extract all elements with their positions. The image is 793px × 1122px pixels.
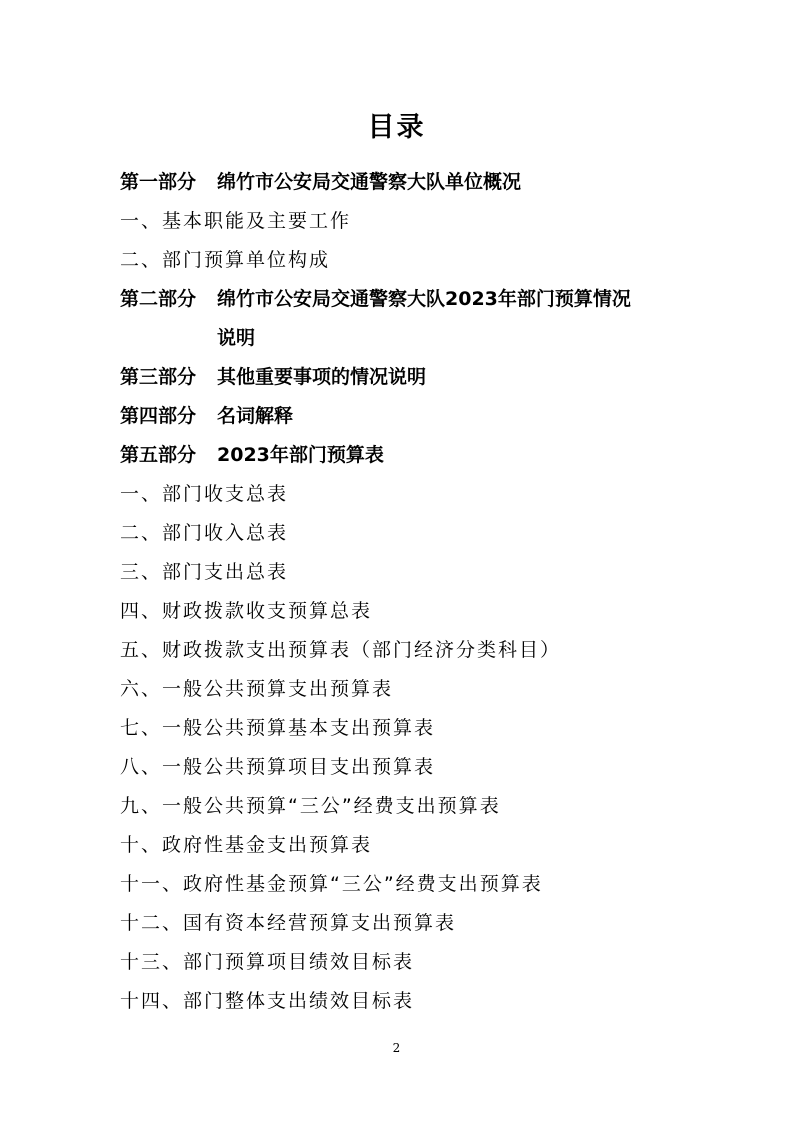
toc-part-2-continuation: 说明 — [217, 327, 256, 349]
toc-part-1 — [120, 163, 720, 202]
toc-part-text: 绵竹市公安局交通警察大队2023年部门预算情况 — [217, 288, 631, 310]
toc-item: 一、基本职能及主要工作 — [120, 210, 352, 232]
toc-item: 十一、政府性基金预算“三公”经费支出预算表 — [120, 873, 543, 895]
toc-item: 九、一般公共预算“三公”经费支出预算表 — [120, 795, 501, 817]
toc-item: 十四、部门整体支出绩效目标表 — [120, 990, 415, 1012]
toc-part-text: 其他重要事项的情况说明 — [217, 366, 427, 388]
toc-part-4 — [120, 397, 720, 436]
toc-part-label: 第五部分 — [120, 444, 197, 466]
toc-part-label: 第三部分 — [120, 366, 197, 388]
toc-item: 十二、国有资本经营预算支出预算表 — [120, 912, 457, 934]
toc-item: 三、部门支出总表 — [120, 561, 289, 583]
toc-part-label: 第二部分 — [120, 288, 197, 310]
toc-item: 五、财政拨款支出预算表（部门经济分类科目） — [120, 639, 562, 661]
toc-item: 二、部门预算单位构成 — [120, 249, 331, 271]
toc-item: 十三、部门预算项目绩效目标表 — [120, 951, 415, 973]
toc-item: 十、政府性基金支出预算表 — [120, 834, 373, 856]
toc-item: 八、一般公共预算项目支出预算表 — [120, 756, 436, 778]
toc-part-text: 2023年部门预算表 — [217, 444, 384, 466]
page-number: 2 — [392, 1041, 401, 1055]
toc-part-label: 第四部分 — [120, 405, 197, 427]
toc-part-5 — [120, 436, 720, 475]
toc-item: 一、部门收支总表 — [120, 483, 289, 505]
toc-part-2 — [120, 280, 720, 319]
toc-part-3 — [120, 358, 720, 397]
toc-item: 四、财政拨款收支预算总表 — [120, 600, 373, 622]
toc-part-text: 绵竹市公安局交通警察大队单位概况 — [217, 171, 522, 193]
toc-item: 六、一般公共预算支出预算表 — [120, 678, 394, 700]
toc-part-text: 名词解释 — [217, 405, 294, 427]
toc-item: 二、部门收入总表 — [120, 522, 289, 544]
toc-item: 七、一般公共预算基本支出预算表 — [120, 717, 436, 739]
table-of-contents — [120, 163, 720, 1021]
toc-part-label: 第一部分 — [120, 171, 197, 193]
page-title: 目录 — [367, 112, 426, 143]
